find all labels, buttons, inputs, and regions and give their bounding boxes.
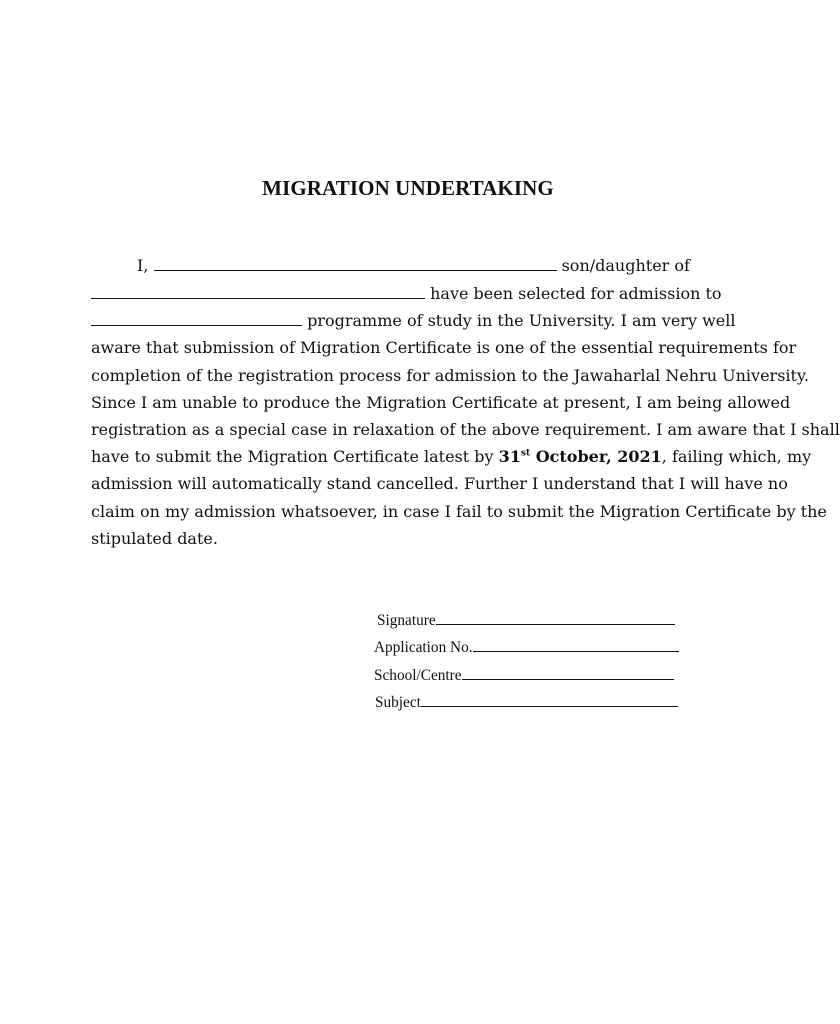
- application-no-field[interactable]: [473, 637, 679, 652]
- pronoun-text: I,: [137, 256, 149, 275]
- subject-field[interactable]: [421, 692, 678, 707]
- paragraph-line-10: claim on my admission whatsoever, in case I fail to submit the Migration Certificate by the: [91, 502, 827, 521]
- programme-blank-field[interactable]: [91, 311, 302, 326]
- paragraph-line-8: [91, 443, 812, 470]
- paragraph-line-7: registration as a special case in relaxation of the above requirement. I am aware that I shall: [91, 420, 840, 439]
- deadline-lead-text: have to submit the Migration Certificate latest by: [91, 447, 494, 466]
- paragraph-line-1: [91, 252, 690, 279]
- subject-row: [375, 692, 678, 714]
- school-centre-label: School/Centre: [374, 667, 462, 684]
- paragraph-line-6: Since I am unable to produce the Migration Certificate at present, I am being allowed: [91, 393, 791, 412]
- signature-label: Signature: [377, 612, 436, 629]
- paragraph-line-9: admission will automatically stand cancelled. Further I understand that I will have no: [91, 474, 788, 493]
- signature-row: [377, 610, 675, 632]
- selected-text: have been selected for admission to: [430, 284, 722, 303]
- deadline-date: 31st October, 2021: [498, 447, 662, 466]
- application-no-label: Application No.: [374, 639, 473, 656]
- son-daughter-text: son/daughter of: [561, 256, 690, 275]
- programme-text: programme of study in the University. I am very well: [307, 311, 736, 330]
- signature-field[interactable]: [436, 610, 675, 625]
- paragraph-line-2: [91, 280, 722, 307]
- school-centre-field[interactable]: [462, 665, 674, 680]
- paragraph-line-4: aware that submission of Migration Certificate is one of the essential requirements for: [91, 338, 797, 357]
- name-blank-field[interactable]: [154, 256, 557, 271]
- application-no-row: [374, 637, 679, 659]
- subject-label: Subject: [375, 694, 421, 711]
- school-centre-row: [374, 665, 674, 687]
- paragraph-line-3: [91, 307, 736, 334]
- document-title: MIGRATION UNDERTAKING: [262, 176, 554, 200]
- parent-name-blank-field[interactable]: [91, 284, 425, 299]
- deadline-tail-text: , failing which, my: [661, 447, 812, 466]
- paragraph-line-5: completion of the registration process for admission to the Jawaharlal Nehru University.: [91, 366, 809, 385]
- paragraph-line-11: stipulated date.: [91, 529, 218, 548]
